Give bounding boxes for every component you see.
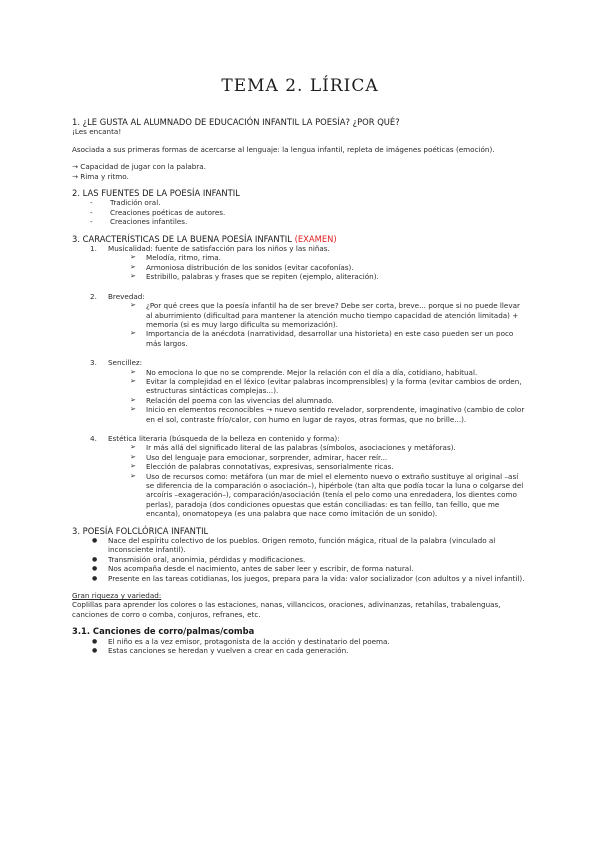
list-item: ➢ Uso del lenguaje para emocionar, sorprender, admirar, hacer reír...: [130, 452, 388, 462]
section-1-text: ¡Les encanta!: [72, 127, 122, 137]
list-item: 4. Estética literaria (búsqueda de la belleza en contenido y forma):: [90, 433, 340, 443]
list-item: 2. Brevedad:: [90, 291, 145, 301]
list-item: ➢ Evitar la complejidad en el léxico (evitar palabras incomprensibles) y la forma (evitar cambios de orden, estructuras sintácticas complejas...).: [130, 376, 522, 396]
section-5-heading: 3.1. Canciones de corro/palmas/comba: [72, 626, 255, 637]
list-item: ● Transmisión oral, anonimia, pérdidas y modificaciones.: [92, 554, 306, 564]
section-1-text: → Capacidad de jugar con la palabra.: [72, 162, 206, 172]
page-title: TEMA 2. LÍRICA: [221, 76, 379, 96]
list-item: ➢ Relación del poema con las vivencias del alumnado.: [130, 395, 334, 405]
list-item: ➢ Elección de palabras connotativas, expresivas, sensorialmente ricas.: [130, 462, 394, 472]
list-item: ➢ Melodía, ritmo, rima.: [130, 253, 221, 263]
document-body: [72, 118, 528, 656]
section-1-heading: 1. ¿LE GUSTA AL ALUMNADO DE EDUCACIÓN INFANTIL LA POESÍA? ¿POR QUÉ?: [72, 117, 400, 127]
section-1-text: → Rima y ritmo.: [72, 171, 129, 181]
list-item: ● Estas canciones se heredan y vuelven a crear en cada generación.: [92, 646, 349, 656]
list-item: ➢ ¿Por qué crees que la poesía infantil ha de ser breve? Debe ser corta, breve... porque si no puede llevar al aburrimiento (dificultad para mantener la atención mucho tiempo capacidad de atención limitada) + memoria (si es muy largo dificulta su memorización).: [130, 301, 520, 329]
list-item: 3. Sencillez:: [90, 358, 143, 368]
list-item: - Creaciones infantiles.: [90, 217, 188, 227]
section-1-text: Asociada a sus primeras formas de acercarse al lenguaje: la lengua infantil, repleta de imágenes poéticas (emoción).: [72, 144, 495, 154]
list-item: ➢ No emociona lo que no se comprende. Mejor la relación con el día a día, cotidiano, habitual.: [130, 367, 478, 377]
list-item: ➢ Importancia de la anécdota (narratividad, desarrollar una historieta) en este caso pueden ser un poco más largos.: [130, 329, 514, 348]
section-3-heading: 3. CARACTERÍSTICAS DE LA BUENA POESÍA INFANTIL (EXAMEN): [72, 233, 337, 244]
list-item: ➢ Ir más allá del significado literal de las palabras (símbolos, asociaciones y metáforas).: [130, 443, 456, 453]
list-item: ➢ Uso de recursos como: metáfora (un mar de miel el elemento nuevo o extraño sustituye al original –así se diferencia de la comparación o asociación–), hipérbole (tan alta que podía tocar la luna o colgarse del arcoíris –exageración–), comparación/asociación (tenía el pelo como una enredadera, los dientes como perlas), paradoja (dos condiciones opuestas que están conciliadas: es tan feíllo, tan feíllo, que me encanta), onomatopeya (es una palabra que nace como imitación de un sonido).: [130, 471, 524, 519]
list-item: ➢ Estribillo, palabras y frases que se repiten (ejemplo, aliteración).: [130, 272, 379, 282]
list-item: ● Presente en las tareas cotidianas, los juegos, prepara para la vida: valor socializador (con adultos y a nivel infantil).: [92, 573, 525, 583]
exam-tag: (EXAMEN): [294, 233, 337, 244]
subsection-title: Gran riqueza y variedad:: [72, 591, 162, 601]
list-item: ➢ Armoniosa distribución de los sonidos (evitar cacofonías).: [130, 262, 354, 272]
list-item: 1. Musicalidad: fuente de satisfacción para los niños y las niñas.: [90, 244, 330, 254]
list-item: ● Nos acompaña desde el nacimiento, antes de saber leer y escribir, de forma natural.: [92, 564, 414, 574]
list-item: ● El niño es a la vez emisor, protagonista de la acción y destinatario del poema.: [92, 636, 390, 646]
list-item: ● Nace del espíritu colectivo de los pueblos. Origen remoto, función mágica, ritual de la palabra (vinculado al inconsciente infantil).: [92, 536, 496, 555]
list-item: ➢ Inicio en elementos reconocibles → nuevo sentido revelador, sorprendente, imaginativo (cambio de color en el sol, contraste frío/calor, con humo en lugar de rayos, otras formas, que no brille...).: [130, 405, 525, 424]
list-item: - Creaciones poéticas de autores.: [90, 207, 226, 217]
section-4-heading: 3. POESÍA FOLCLÓRICA INFANTIL: [72, 525, 209, 536]
list-item: - Tradición oral.: [90, 198, 161, 208]
section-2-heading: 2. LAS FUENTES DE LA POESÍA INFANTIL: [72, 188, 240, 199]
subsection-text: Coplillas para aprender los colores o las estaciones, nanas, villancicos, oraciones, adivinanzas, retahílas, trabalenguas, canciones de corro o comba, conjuros, refranes, etc.: [72, 600, 501, 619]
